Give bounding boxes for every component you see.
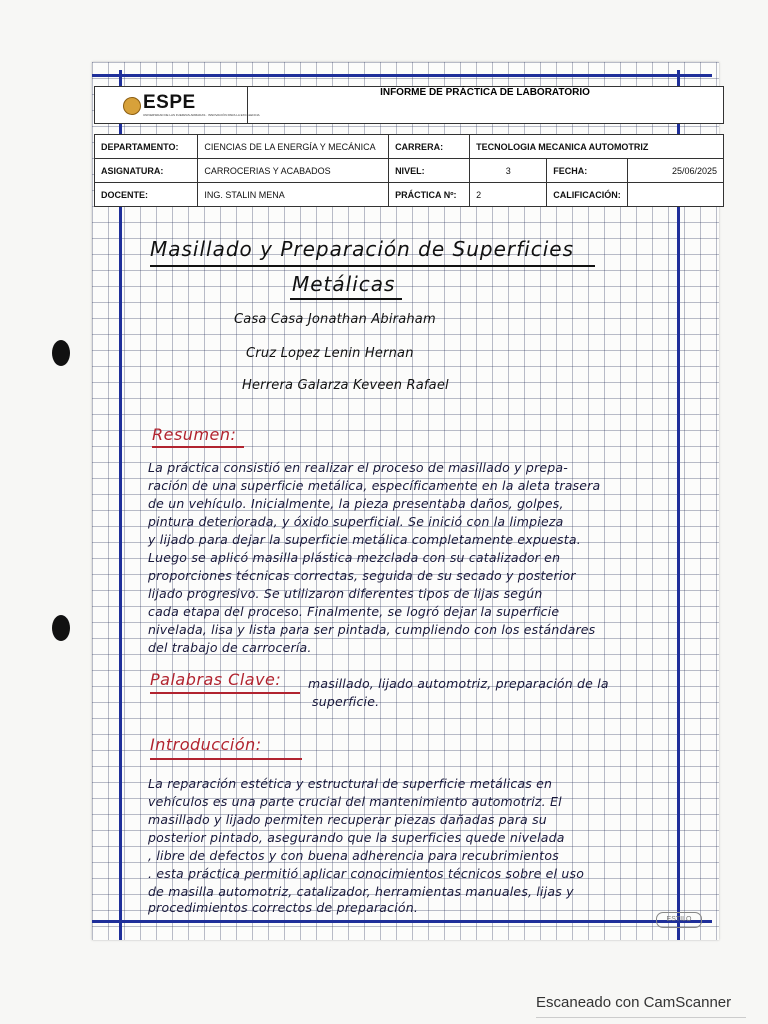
keywords-line: masillado, lijado automotriz, preparación de la	[308, 676, 609, 691]
logo-text: ESPE	[143, 92, 196, 113]
binder-hole	[52, 615, 70, 641]
intro-line: posterior pintado, asegurando que la superficies quede nivelada	[148, 830, 565, 845]
logo-tagline: UNIVERSIDAD DE LAS FUERZAS ARMADAS · INNOVACIÓN PARA LA EXCELENCIA	[143, 113, 260, 117]
fecha-value: 25/06/2025	[627, 159, 723, 183]
resumen-line: nivelada, lisa y lista para ser pintada, cumpliendo con los estándares	[148, 622, 596, 637]
calificacion-label: CALIFICACIÓN:	[547, 183, 628, 207]
heading-underline	[150, 758, 302, 760]
resumen-line: del trabajo de carrocería.	[148, 640, 312, 655]
university-emblem-icon	[123, 97, 141, 115]
intro-line: vehículos es una parte crucial del mantenimiento automotriz. El	[148, 794, 562, 809]
resumen-line: y lijado para dejar la superficie metálica completamente expuesta.	[148, 532, 581, 547]
intro-heading: Introducción:	[150, 735, 262, 754]
resumen-line: cada etapa del proceso. Finalmente, se logró dejar la superficie	[148, 604, 560, 619]
report-title-line-1: Masillado y Preparación de Superficies	[150, 237, 575, 261]
fecha-label: FECHA:	[547, 159, 628, 183]
report-title-line-2: Metálicas	[292, 272, 396, 296]
carrera-label: CARRERA:	[389, 135, 470, 159]
intro-line: de masilla automotriz, catalizador, herramientas manuales, lijas y	[148, 884, 574, 899]
author-name: Herrera Galarza Keveen Rafael	[242, 378, 449, 393]
heading-underline	[150, 692, 300, 694]
title-underline	[150, 265, 595, 267]
report-title: INFORME DE PRÁCTICA DE LABORATORIO	[380, 87, 590, 98]
notebook-brand-mark: ESTILO	[656, 912, 702, 928]
practica-label: PRÁCTICA Nº:	[389, 183, 470, 207]
nivel-value: 3	[470, 159, 547, 183]
keywords-heading: Palabras Clave:	[150, 670, 282, 689]
intro-line: , libre de defectos y con buena adherencia para recubrimientos	[148, 848, 559, 863]
resumen-line: pintura deteriorada, y óxido superficial. Se inició con la limpieza	[148, 514, 564, 529]
footer-rule	[536, 1017, 746, 1018]
resumen-line: La práctica consistió en realizar el proceso de masillado y prepa-	[148, 460, 568, 475]
scanner-watermark: Escaneado con CamScanner	[536, 994, 732, 1011]
intro-line: La reparación estética y estructural de superficie metálicas en	[148, 776, 553, 791]
author-name: Casa Casa Jonathan Abiraham	[234, 312, 436, 327]
asignatura-label: ASIGNATURA:	[95, 159, 198, 183]
departamento-label: DEPARTAMENTO:	[95, 135, 198, 159]
espe-logo	[95, 87, 260, 123]
resumen-line: Luego se aplicó masilla plástica mezclada con su catalizador en	[148, 550, 561, 565]
binder-hole	[52, 340, 70, 366]
resumen-line: ración de una superficie metálica, específicamente en la aleta trasera	[148, 478, 601, 493]
resumen-line: proporciones técnicas correctas, seguida de su secado y posterior	[148, 568, 576, 583]
intro-line: procedimientos correctos de preparación.	[148, 900, 419, 915]
departamento-value: CIENCIAS DE LA ENERGÍA Y MECÁNICA	[198, 135, 389, 159]
title-underline	[290, 298, 402, 300]
keywords-line: superficie.	[312, 694, 380, 709]
intro-line: . esta práctica permitió aplicar conocimientos técnicos sobre el uso	[148, 866, 585, 881]
resumen-line: de un vehículo. Inicialmente, la pieza presentaba daños, golpes,	[148, 496, 564, 511]
asignatura-value: CARROCERIAS Y ACABADOS	[198, 159, 389, 183]
report-header	[94, 86, 724, 124]
resumen-heading: Resumen:	[152, 425, 237, 444]
top-blue-line	[92, 74, 712, 77]
docente-value: ING. STALIN MENA	[198, 183, 389, 207]
docente-label: DOCENTE:	[95, 183, 198, 207]
heading-underline	[152, 446, 244, 448]
calificacion-value	[627, 183, 723, 207]
bottom-blue-line	[92, 920, 712, 923]
resumen-line: lijado progresivo. Se utilizaron diferentes tipos de lijas según	[148, 586, 543, 601]
nivel-label: NIVEL:	[389, 159, 470, 183]
carrera-value: TECNOLOGIA MECANICA AUTOMOTRIZ	[470, 135, 724, 159]
author-name: Cruz Lopez Lenin Hernan	[246, 346, 414, 361]
practica-value: 2	[470, 183, 547, 207]
report-metadata-table	[94, 134, 724, 207]
intro-line: masillado y lijado permiten recuperar piezas dañadas para su	[148, 812, 547, 827]
